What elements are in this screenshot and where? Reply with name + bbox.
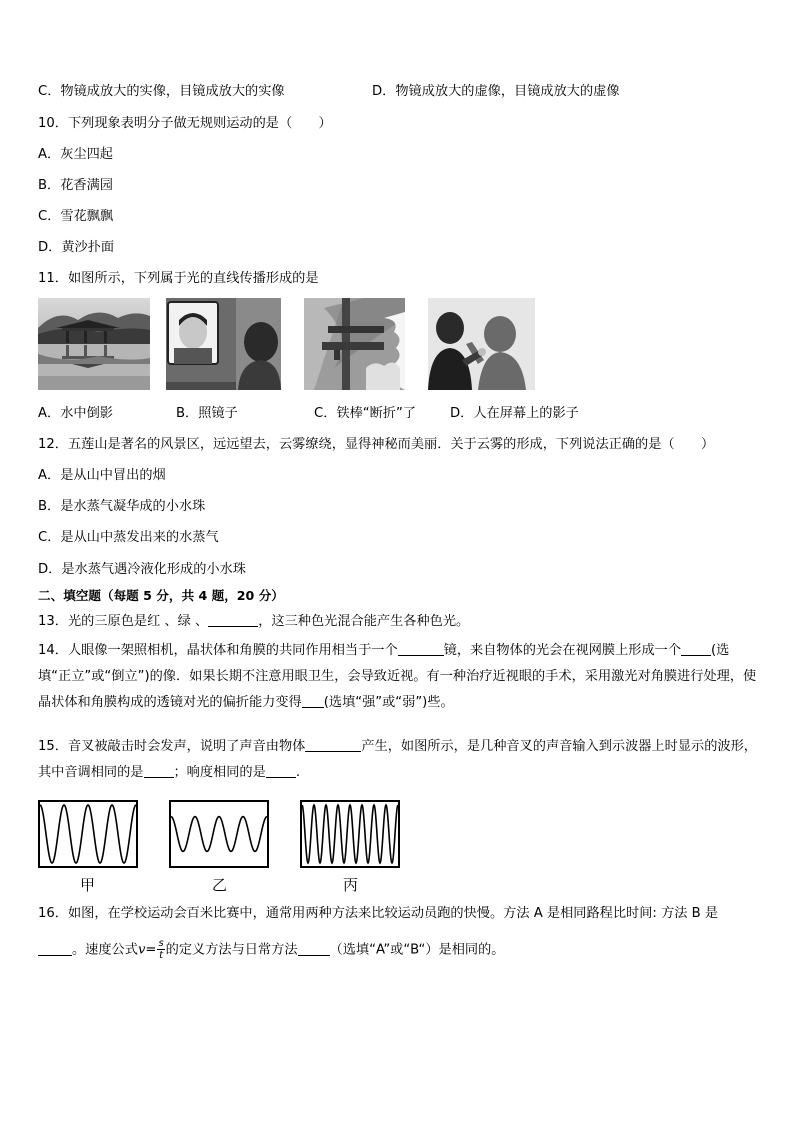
- waveform-label-yi: 乙: [212, 876, 228, 894]
- q16-line-2: [38, 938, 504, 961]
- q15-text-1: 15．音叉被敲击时会发声，说明了声音由物体: [38, 739, 306, 754]
- q14-text-1: 14．人眼像一架照相机，晶状体和角膜的共同作用相当于一个: [38, 643, 398, 658]
- q16-blank-2[interactable]: [298, 941, 330, 956]
- q14-text-2: 镜，来自物体的光会在视网膜上形成一个: [443, 643, 682, 658]
- q12-option-b: B．是水蒸气凝华成的小水珠: [38, 499, 206, 514]
- q10-option-b: B．花香满园: [38, 178, 113, 193]
- q10-option-d: D．黄沙扑面: [38, 240, 115, 255]
- q11-option-c: C．铁棒“断折”了: [314, 406, 416, 421]
- q16-text-3: 的定义方法与日常方法: [165, 942, 298, 958]
- pavilion-reflection-photo: [38, 298, 150, 390]
- waveform-jia: [38, 800, 138, 868]
- q10-option-a: A．灰尘四起: [38, 147, 113, 162]
- waveform-yi: [169, 800, 269, 868]
- q14: [38, 638, 758, 716]
- fraction-numerator: s: [158, 938, 164, 949]
- q11-option-b: B．照镜子: [176, 406, 238, 421]
- q16-text-2: 。速度公式: [72, 942, 138, 958]
- q12-option-c: C．是从山中蒸发出来的水蒸气: [38, 530, 219, 545]
- q15: [38, 734, 758, 786]
- speed-fraction: [157, 938, 164, 961]
- waveform-jia-curve: [40, 805, 136, 863]
- q9-option-d: D．物镜成放大的虚像，目镜成放大的虚像: [372, 84, 620, 99]
- waveform-label-bing: 丙: [343, 876, 359, 894]
- q13-text-2: ，这三种色光混合能产生各种色光。: [258, 614, 470, 629]
- equals-sign: =: [145, 942, 157, 958]
- q14-blank-2[interactable]: [681, 641, 711, 656]
- q14-text-3: (选填“正立”或“倒立”)的像．如果长期不注意用眼卫生，会导致近视。有一种治疗近视眼的手术，采用激光对角膜进行处理，使晶状体和角膜构成的透镜对光的偏折能力变得: [38, 643, 757, 710]
- q16-line-1: 16．如图，在学校运动会百米比赛中，通常用两种方法来比较运动员跑的快慢。方法 A 是相同路程比时间: 方法 B 是: [38, 906, 719, 921]
- q13-text-1: 13．光的三原色是红 、绿 、: [38, 614, 209, 629]
- q12-option-d: D．是水蒸气遇冷液化形成的小水珠: [38, 562, 246, 577]
- q12-option-a: A．是从山中冒出的烟: [38, 468, 166, 483]
- q13-blank[interactable]: [208, 612, 258, 627]
- waveform-label-jia: 甲: [80, 876, 96, 894]
- waveform-bing: [300, 800, 400, 868]
- waveform-bing-curve: [302, 805, 398, 863]
- shadow-photo: [428, 298, 535, 390]
- q11-option-a: A．水中倒影: [38, 406, 113, 421]
- q9-option-c: C．物镜成放大的实像，目镜成放大的实像: [38, 84, 285, 99]
- q15-text-2: 产生，如图所示，是几种音叉的声音输入到示波器上时显示的波形，其中音调相同的是: [38, 739, 757, 780]
- q12-stem: 12．五莲山是著名的风景区，远远望去，云雾缭绕，显得神秘而美丽．关于云雾的形成，下列说法正确的是（ ）: [38, 437, 715, 452]
- q15-blank-3[interactable]: [266, 763, 296, 778]
- q15-blank-1[interactable]: [305, 737, 361, 752]
- q16-text-4: （选填“A”或“B“）是相同的。: [329, 942, 505, 958]
- q14-blank-1[interactable]: [398, 641, 444, 656]
- q10-stem: 10．下列现象表明分子做无规则运动的是（ ）: [38, 116, 332, 131]
- bent-rod-photo: [304, 298, 405, 390]
- q15-text-4: .: [295, 765, 301, 780]
- waveform-yi-curve: [171, 817, 267, 852]
- q14-blank-3[interactable]: [302, 693, 324, 708]
- q10-option-c: C．雪花飘飘: [38, 209, 114, 224]
- fraction-denominator: t: [159, 950, 164, 961]
- q15-blank-2[interactable]: [144, 763, 174, 778]
- velocity-symbol: v: [137, 942, 146, 958]
- q16-blank-1[interactable]: [38, 941, 72, 956]
- q15-text-3: ；响度相同的是: [173, 765, 266, 780]
- q11-stem: 11．如图所示，下列属于光的直线传播形成的是: [38, 271, 319, 286]
- mirror-photo: [166, 298, 281, 390]
- q14-text-4: (选填“强”或“弱”)些。: [323, 695, 454, 710]
- section-2-title: 二、填空题（每题 5 分，共 4 题，20 分）: [38, 588, 284, 603]
- q11-option-d: D．人在屏幕上的影子: [450, 406, 579, 421]
- q13: [38, 612, 469, 632]
